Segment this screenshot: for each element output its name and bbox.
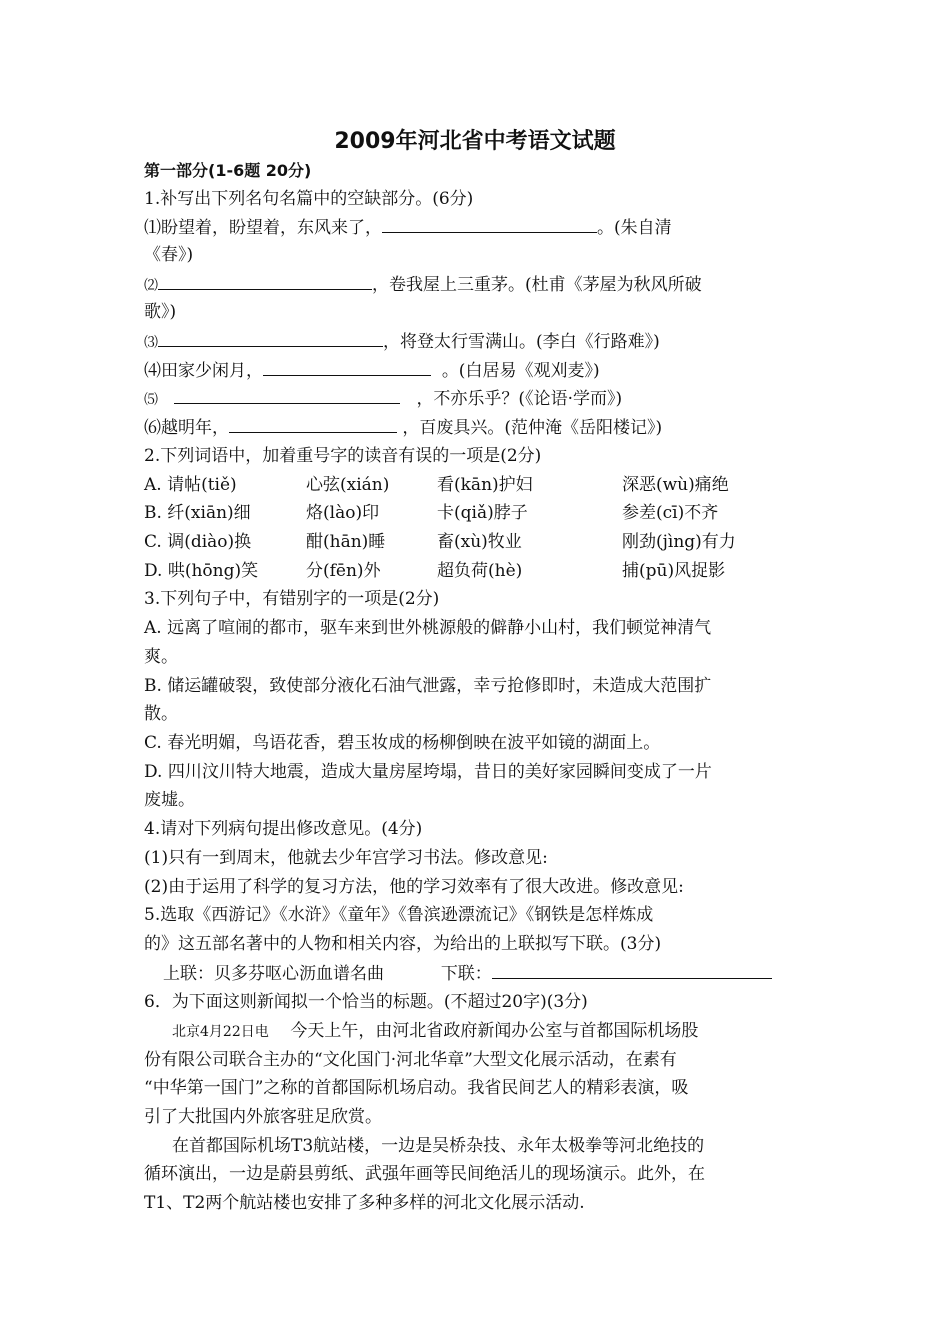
q6-news-line-6: 循环演出，一边是蔚县剪纸、武强年画等民间绝活儿的现场演示。此外，在 — [144, 1164, 705, 1184]
q6-news-line-4: 引了大批国内外旅客驻足欣赏。 — [144, 1107, 382, 1127]
q2-option-c-4: 刚劲(jìng)有力 — [622, 532, 736, 552]
q1-item-2 — [144, 273, 702, 297]
q1-stem: 1.补写出下列名句名篇中的空缺部分。(6分) — [144, 189, 474, 209]
q5-lower-label: 下联： — [440, 964, 492, 984]
answer-blank[interactable] — [382, 216, 597, 233]
q1-item-2-cont: 歌》) — [144, 302, 177, 322]
q2-option-b-4: 参差(cī)不齐 — [622, 503, 719, 523]
part1-header: 第一部分(1-6题 20分) — [144, 161, 312, 180]
news-dateline: 北京4月22日电 — [172, 1024, 269, 1040]
q4-stem: 4.请对下列病句提出修改意见。(4分) — [144, 819, 423, 839]
q1-item-1-cont: 《春》) — [144, 245, 194, 265]
q1-item-4-source: 。(白居易《观刈麦》) — [441, 361, 600, 381]
q1-item-3-num: ⑶ — [144, 335, 158, 351]
q2-option-b-1: B. 纤(xiān)细 — [144, 503, 251, 523]
q2-option-d-4: 捕(pū)风捉影 — [622, 561, 726, 581]
answer-blank[interactable] — [174, 387, 400, 404]
answer-blank[interactable] — [229, 416, 397, 433]
q1-item-1 — [144, 216, 672, 239]
q3-option-c: C. 春光明媚，鸟语花香，碧玉妆成的杨柳倒映在波平如镜的湖面上。 — [144, 733, 661, 753]
q5-upper-couplet: 上联：贝多芬呕心沥血谱名曲 — [163, 964, 384, 984]
q3-option-b-cont: 散。 — [144, 704, 178, 724]
q5-couplet — [163, 962, 772, 985]
q6-stem: 6．为下面这则新闻拟一个恰当的标题。(不超过20字)(3分) — [144, 992, 588, 1012]
page-title: 2009年河北省中考语文试题 — [334, 129, 616, 154]
q3-option-d: D. 四川汶川特大地震，造成大量房屋垮塌，昔日的美好家园瞬间变成了一片 — [144, 762, 712, 782]
q4-sentence-1: (1)只有一到周末，他就去少年宫学习书法。修改意见: — [144, 848, 548, 868]
q1-item-4-text: ⑷田家少闲月， — [144, 361, 263, 381]
answer-blank[interactable] — [158, 273, 372, 290]
q2-option-d-1: D. 哄(hōng)笑 — [144, 561, 259, 581]
answer-blank[interactable] — [158, 330, 383, 347]
answer-blank[interactable] — [263, 359, 431, 376]
q1-item-5 — [144, 387, 622, 411]
q6-news-line-2: 份有限公司联合主办的“文化国门·河北华章”大型文化展示活动，在素有 — [144, 1050, 677, 1070]
q1-item-6 — [144, 416, 662, 439]
q5-stem-cont: 的》这五部名著中的人物和相关内容，为给出的上联拟写下联。(3分) — [144, 934, 662, 954]
q1-item-2-text: ，卷我屋上三重茅。(杜甫《茅屋为秋风所破 — [372, 275, 702, 295]
q1-item-6-source: ，百废具兴。(范仲淹《岳阳楼记》) — [402, 418, 663, 438]
q6-news-line-3: “中华第一国门”之称的首都国际机场启动。我省民间艺人的精彩表演，吸 — [144, 1078, 689, 1098]
q3-stem: 3.下列句子中，有错别字的一项是(2分) — [144, 589, 440, 609]
q1-item-3-text: ，将登太行雪满山。(李白《行路难》) — [383, 332, 660, 352]
q2-option-c-3: 畜(xù)牧业 — [437, 532, 522, 552]
q2-option-a-4: 深恶(wù)痛绝 — [622, 475, 729, 495]
q6-news-line-7: T1、T2两个航站楼也安排了多种多样的河北文化展示活动. — [144, 1193, 585, 1213]
q2-option-b-3: 卡(qiǎ)脖子 — [437, 503, 528, 523]
q1-item-6-text: ⑹越明年， — [144, 418, 229, 438]
q2-option-d-3: 超负荷(hè) — [437, 561, 523, 581]
answer-blank[interactable] — [492, 962, 772, 979]
q2-option-b-2: 烙(lào)印 — [306, 503, 380, 523]
q1-item-5-text: ，不亦乐乎？(《论语·学而》) — [416, 389, 623, 409]
q5-stem: 5.选取《西游记》《水浒》《童年》《鲁滨逊漂流记》《钢铁是怎样炼成 — [144, 905, 654, 925]
q2-stem: 2.下列词语中，加着重号字的读音有误的一项是(2分) — [144, 446, 542, 466]
q6-news-line-5: 在首都国际机场T3航站楼，一边是吴桥杂技、永年太极拳等河北绝技的 — [172, 1136, 705, 1156]
q1-item-5-num: ⑸ — [144, 392, 158, 408]
q2-option-d-2: 分(fēn)外 — [306, 561, 381, 581]
q2-option-c-2: 酣(hān)睡 — [306, 532, 386, 552]
q1-item-4 — [144, 359, 600, 382]
news-text: 今天上午，由河北省政府新闻办公室与首都国际机场股 — [290, 1021, 699, 1041]
q3-option-b: B. 储运罐破裂，致使部分液化石油气泄露，幸亏抢修即时，未造成大范围扩 — [144, 676, 712, 696]
q1-item-3 — [144, 330, 660, 354]
q2-option-a-1: A. 请帖(tiě) — [144, 475, 237, 495]
q1-item-1-source: 。(朱自清 — [597, 218, 672, 238]
q2-option-c-1: C. 调(diào)换 — [144, 532, 252, 552]
q3-option-a-cont: 爽。 — [144, 647, 178, 667]
q2-option-a-2: 心弦(xián) — [306, 475, 390, 495]
q3-option-d-cont: 废墟。 — [144, 790, 195, 810]
q2-option-a-3: 看(kān)护妇 — [437, 475, 533, 495]
q6-news-line-1 — [172, 1020, 698, 1043]
q1-item-2-num: ⑵ — [144, 278, 158, 294]
q1-item-1-text: ⑴盼望着，盼望着，东风来了， — [144, 218, 382, 238]
q3-option-a: A. 远离了喧闹的都市，驱车来到世外桃源般的僻静小山村，我们顿觉神清气 — [144, 618, 712, 638]
q4-sentence-2: (2)由于运用了科学的复习方法，他的学习效率有了很大改进。修改意见: — [144, 877, 684, 897]
